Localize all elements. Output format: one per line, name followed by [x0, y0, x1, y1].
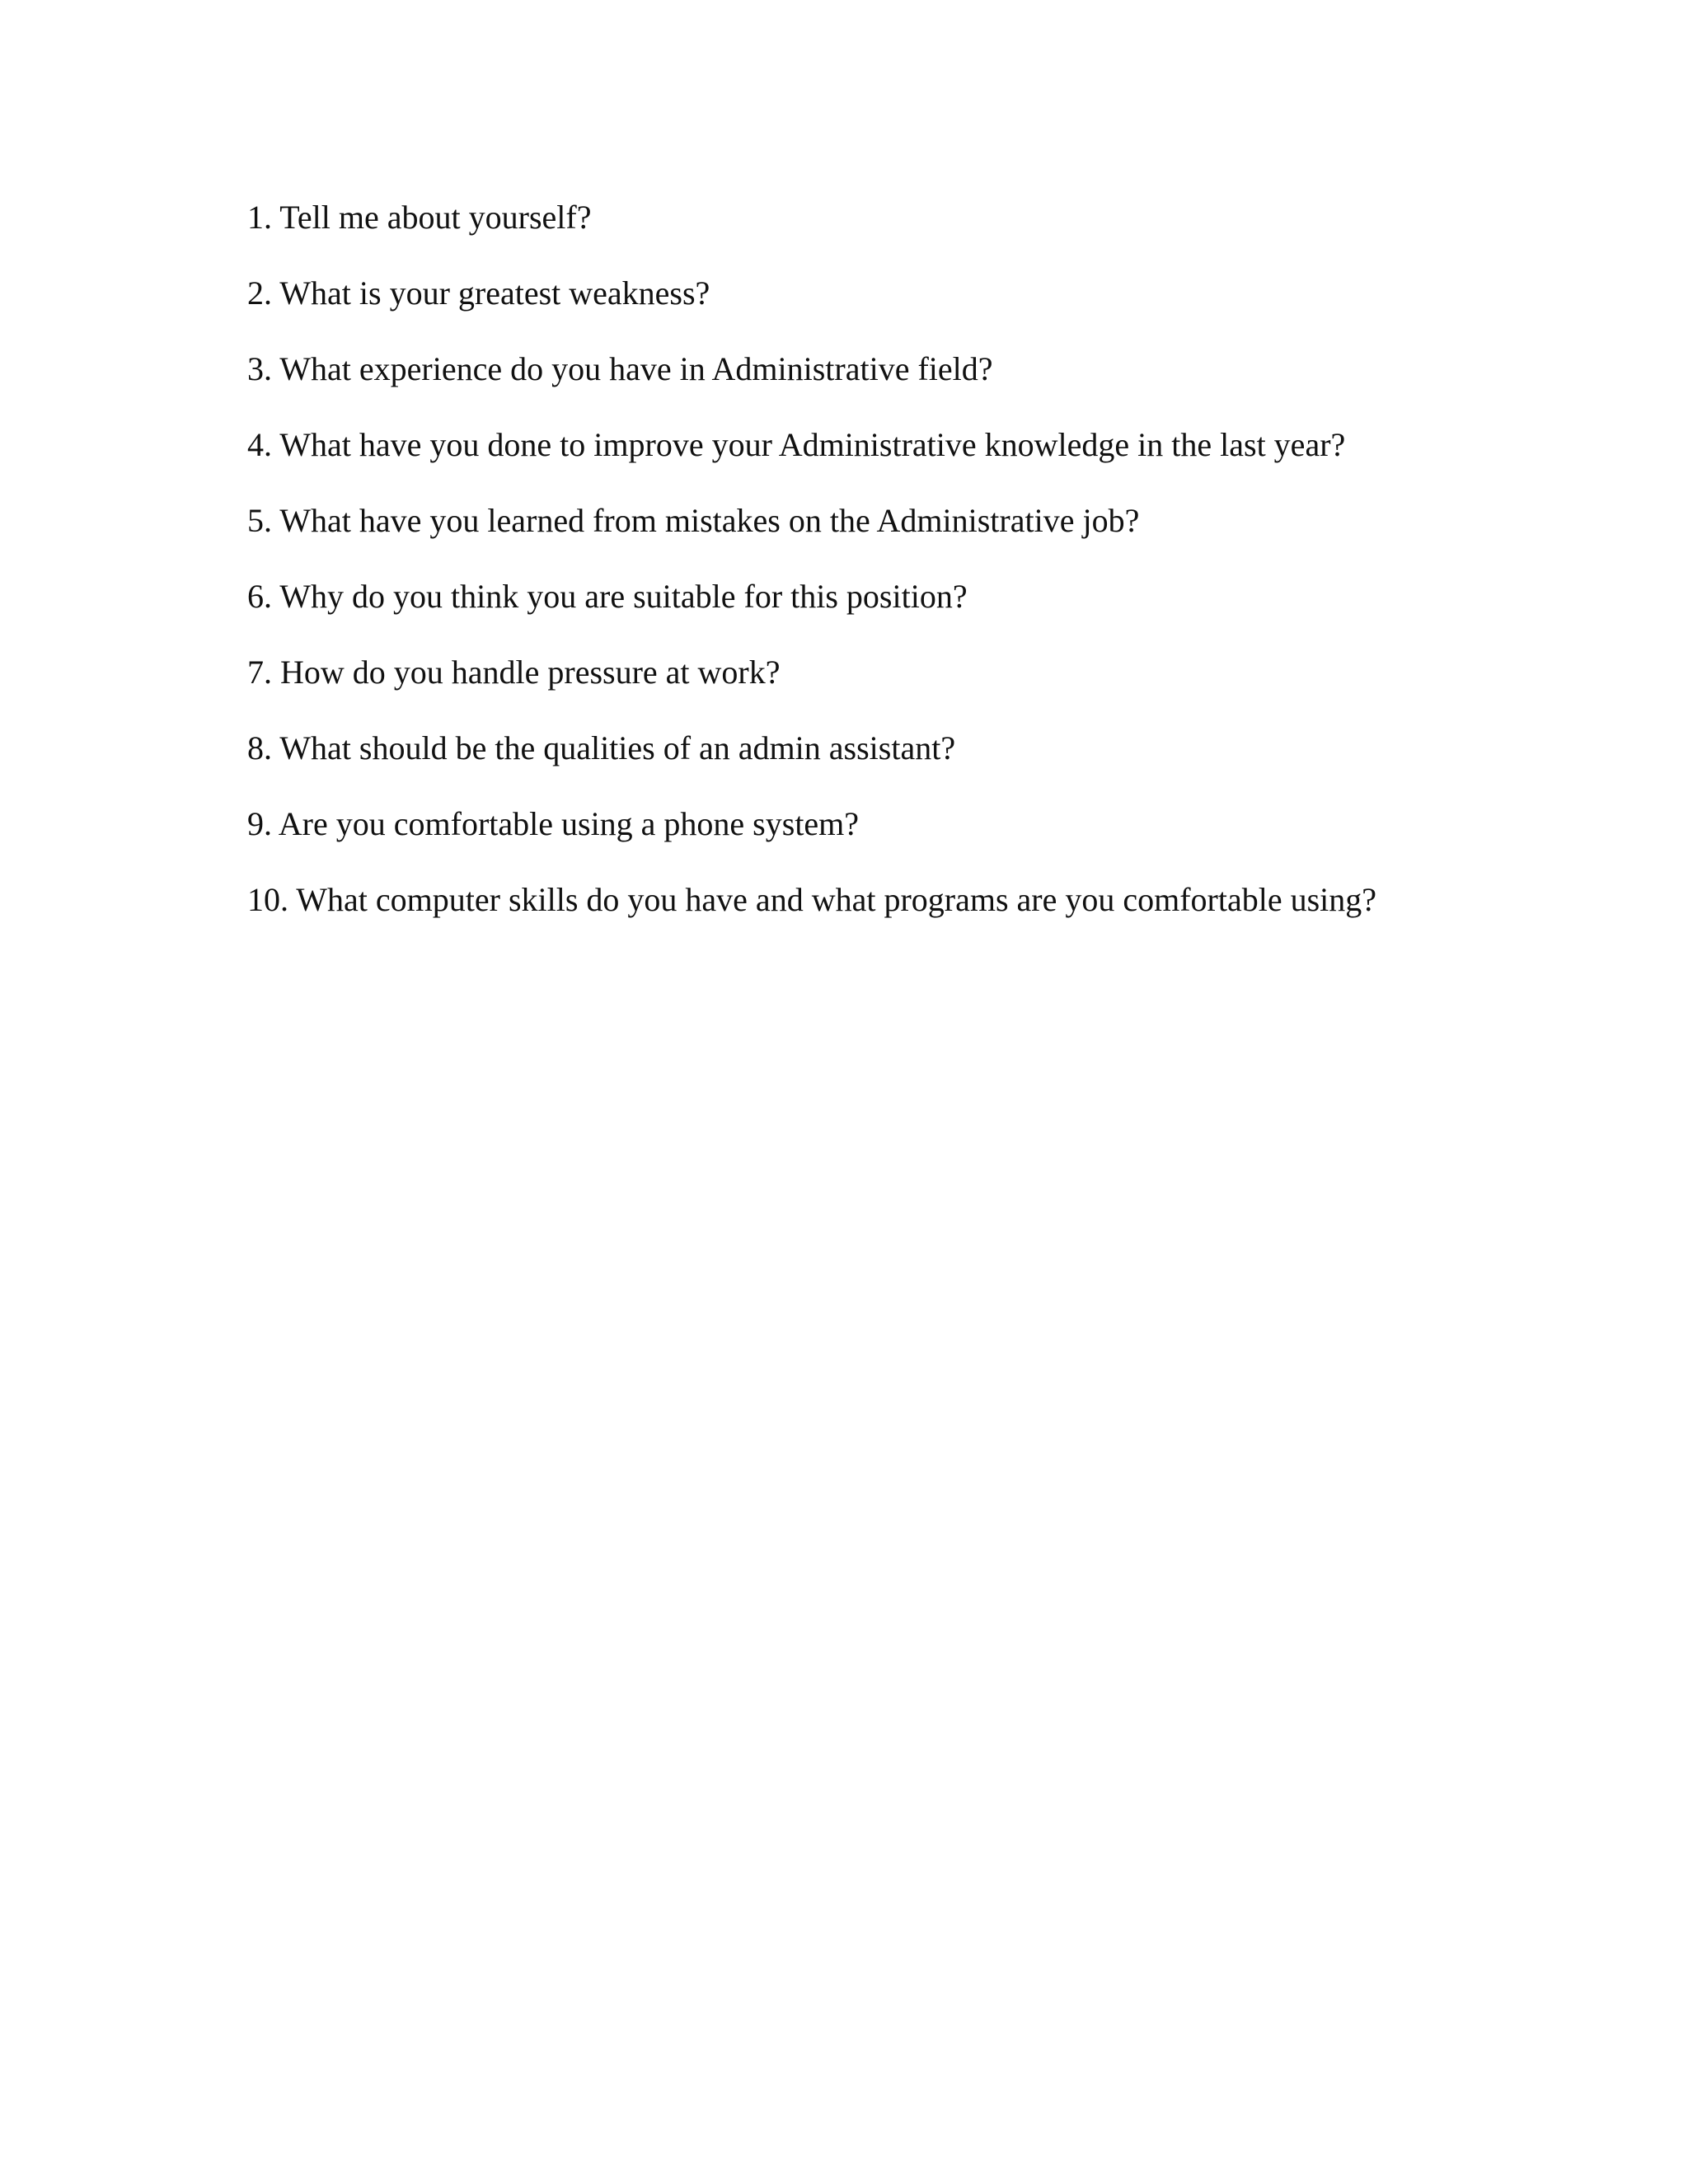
question-list: [247, 194, 1648, 953]
question-item-3: 3. What experience do you have in Administrative field?: [247, 350, 993, 387]
question-item-2: 2. What is your greatest weakness?: [247, 274, 710, 312]
question-item-9: 9. Are you comfortable using a phone system?: [247, 805, 860, 842]
question-item-10: 10. What computer skills do you have and what programs are you comfortable using?: [247, 881, 1377, 918]
question-item-8: 8. What should be the qualities of an admin assistant?: [247, 729, 956, 766]
question-item-5: 5. What have you learned from mistakes on the Administrative job?: [247, 502, 1140, 539]
question-item-4: 4. What have you done to improve your Administrative knowledge in the last year?: [247, 426, 1346, 463]
question-item-6: 6. Why do you think you are suitable for this position?: [247, 578, 968, 615]
question-item-1: 1. Tell me about yourself?: [247, 199, 592, 236]
question-item-7: 7. How do you handle pressure at work?: [247, 654, 781, 691]
